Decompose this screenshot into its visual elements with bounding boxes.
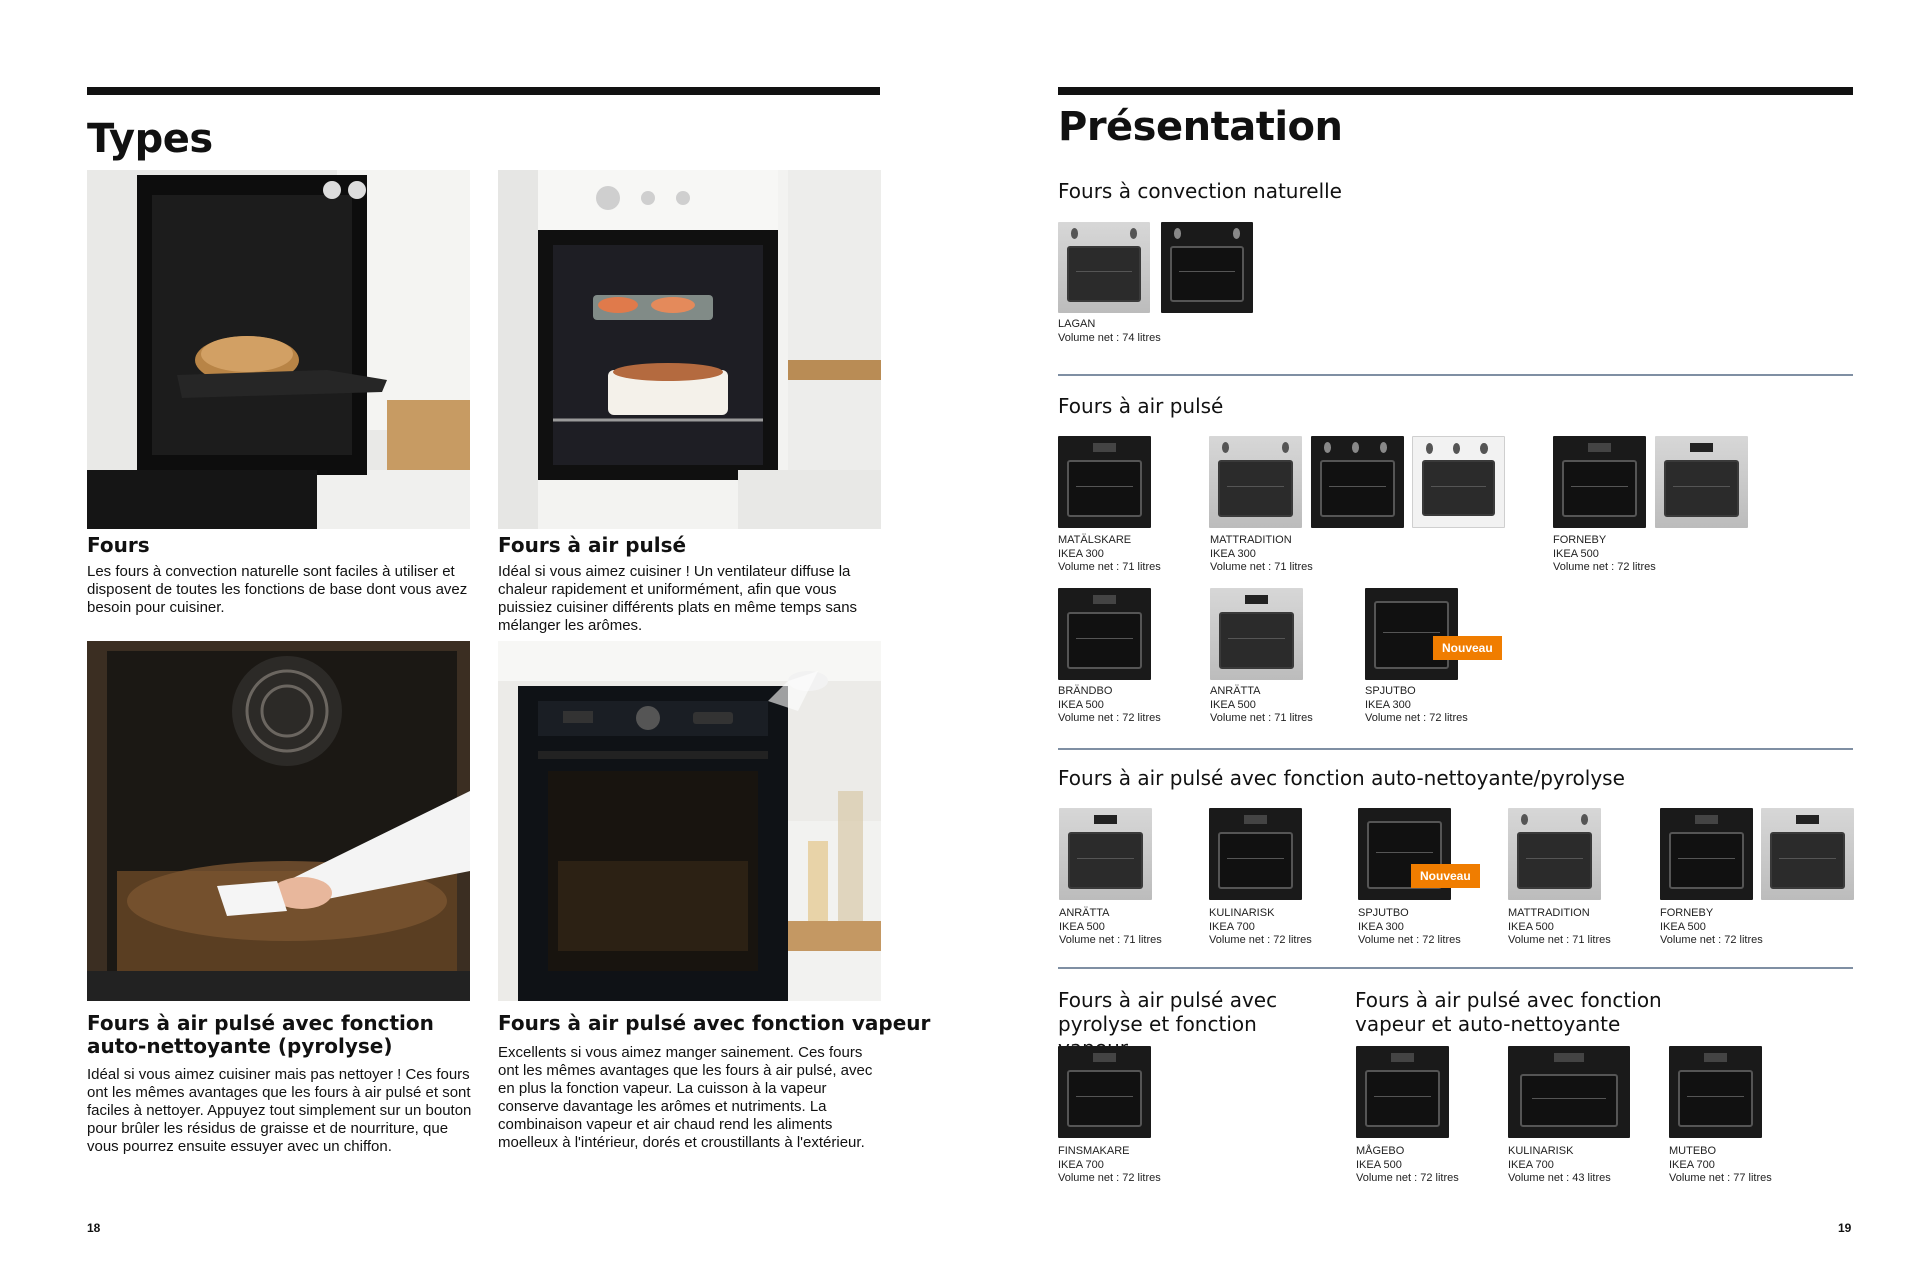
- oven-image: [1356, 1046, 1449, 1138]
- nouveau-badge: Nouveau: [1411, 864, 1480, 888]
- oven-image: [1761, 808, 1854, 900]
- section-title-pyrolyse: Fours à air pulsé avec fonction auto-nettoyante/pyrolyse: [1058, 766, 1625, 790]
- product-caption: MUTEBO IKEA 700 Volume net : 77 litres: [1669, 1145, 1772, 1184]
- oven-image: [1508, 1046, 1630, 1138]
- page-title-presentation: Présentation: [1058, 104, 1343, 150]
- section-divider: [1058, 374, 1853, 376]
- product-caption: BRÄNDBO IKEA 500 Volume net : 72 litres: [1058, 685, 1161, 724]
- panel-title-vapeur: Fours à air pulsé avec fonction vapeur: [498, 1011, 931, 1035]
- product-caption: MÅGEBO IKEA 500 Volume net : 72 litres: [1356, 1145, 1459, 1184]
- oven-image: [1210, 588, 1303, 680]
- panel-title-fours: Fours: [87, 533, 150, 557]
- product-caption: FORNEBY IKEA 500 Volume net : 72 litres: [1660, 907, 1763, 946]
- product-caption: MATÄLSKARE IKEA 300 Volume net : 71 litres: [1058, 534, 1161, 573]
- product-caption: KULINARISK IKEA 700 Volume net : 72 litres: [1209, 907, 1312, 946]
- product-caption: FINSMAKARE IKEA 700 Volume net : 72 litres: [1058, 1145, 1161, 1184]
- product-caption: SPJUTBO IKEA 300 Volume net : 72 litres: [1358, 907, 1461, 946]
- photo-oven-dishes: [498, 170, 881, 529]
- top-rule-right: [1058, 87, 1853, 95]
- oven-image: [1058, 1046, 1151, 1138]
- top-rule-left: [87, 87, 880, 95]
- product-caption: FORNEBY IKEA 500 Volume net : 72 litres: [1553, 534, 1656, 573]
- section-title-pyrolyse-vapeur: Fours à air pulsé avec pyrolyse et fonction: [1058, 988, 1278, 1036]
- section-divider: [1058, 748, 1853, 750]
- product-caption: SPJUTBO IKEA 300 Volume net : 72 litres: [1365, 685, 1468, 724]
- section-title-vapeur-auto: Fours à air pulsé avec fonction vapeur et auto-nettoyante: [1355, 988, 1662, 1036]
- product-caption: LAGAN Volume net : 74 litres: [1058, 318, 1161, 344]
- product-caption: ANRÄTTA IKEA 500 Volume net : 71 litres: [1210, 685, 1313, 724]
- oven-image: [1058, 588, 1151, 680]
- oven-image: [1365, 588, 1458, 680]
- panel-body-pyrolyse: Idéal si vous aimez cuisiner mais pas nettoyer ! Ces fours ont les mêmes avantages que les fours à air pulsé et sont faciles à nettoyer. Appuyez tout simplement sur un bouton pour brûler les résidus de graisse et de nourriture, que vous pourrez ensuite essuyer avec un chiffon.: [87, 1066, 472, 1155]
- panel-body-vapeur: Excellents si vous aimez manger sainement. Ces fours ont les mêmes avantages que les fours à air pulsé, avec en plus la fonction vapeur. La cuisson à la vapeur conserve davantage les arômes et nutriments. La combinaison vapeur et air chaud rend les aliments moelleux à l'intérieur, dorés et croustillants à l'extérieur.: [498, 1044, 873, 1151]
- photo-oven-steam: [498, 641, 881, 1001]
- page-number-right: 19: [1838, 1221, 1852, 1235]
- nouveau-badge: Nouveau: [1433, 636, 1502, 660]
- oven-image: [1058, 436, 1151, 528]
- page-title-types: Types: [87, 116, 213, 162]
- oven-image: [1669, 1046, 1762, 1138]
- oven-image: [1655, 436, 1748, 528]
- panel-title-pyrolyse: Fours à air pulsé avec fonction auto-nettoyante (pyrolyse): [87, 1011, 434, 1058]
- section-divider: [1058, 967, 1853, 969]
- panel-body-fours: Les fours à convection naturelle sont faciles à utiliser et disposent de toutes les fonctions de base dont vous avez besoin pour cuisiner.: [87, 563, 468, 616]
- product-caption: ANRÄTTA IKEA 500 Volume net : 71 litres: [1059, 907, 1162, 946]
- oven-image: [1311, 436, 1404, 528]
- oven-image: [1209, 808, 1302, 900]
- product-caption: MATTRADITION IKEA 500 Volume net : 71 litres: [1508, 907, 1611, 946]
- oven-image: [1553, 436, 1646, 528]
- section-title-air-pulse: Fours à air pulsé: [1058, 394, 1224, 418]
- oven-image: [1161, 222, 1253, 313]
- panel-body-air-pulse: Idéal si vous aimez cuisiner ! Un ventilateur diffuse la chaleur rapidement et uniformément, afin que vous puissiez cuisiner différents plats en même temps sans mélanger les arômes.: [498, 563, 858, 634]
- section-title-convection: Fours à convection naturelle: [1058, 179, 1342, 203]
- photo-oven-bread: [87, 170, 470, 529]
- oven-image: [1059, 808, 1152, 900]
- oven-image: [1412, 436, 1505, 528]
- oven-image: [1058, 222, 1150, 313]
- oven-image: [1660, 808, 1753, 900]
- product-caption: MATTRADITION IKEA 300 Volume net : 71 litres: [1210, 534, 1313, 573]
- panel-title-air-pulse: Fours à air pulsé: [498, 533, 687, 557]
- oven-image: [1508, 808, 1601, 900]
- photo-oven-cleaning: [87, 641, 470, 1001]
- page-number-left: 18: [87, 1221, 101, 1235]
- product-caption: KULINARISK IKEA 700 Volume net : 43 litres: [1508, 1145, 1611, 1184]
- oven-image: [1209, 436, 1302, 528]
